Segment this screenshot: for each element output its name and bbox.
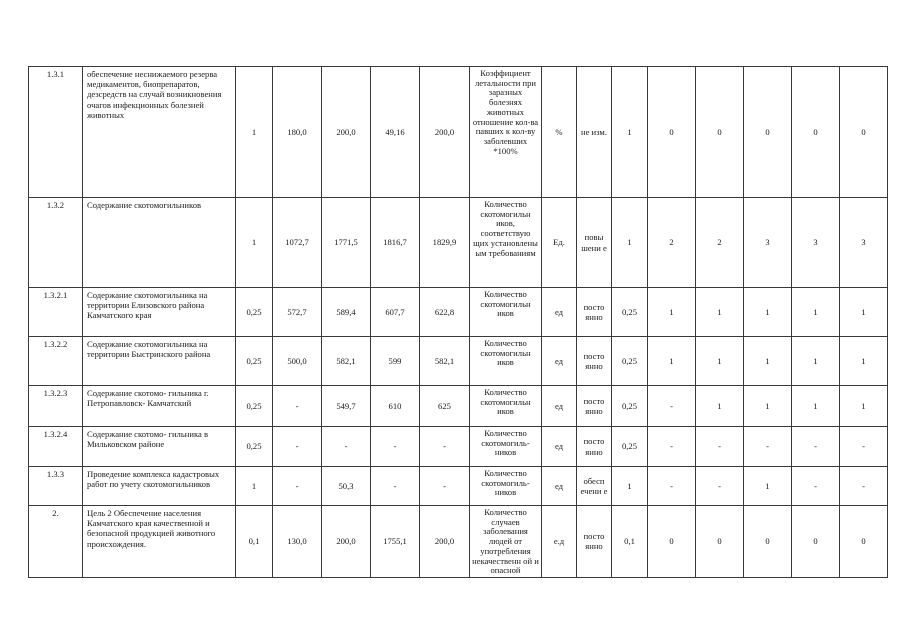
unit-cell: ед xyxy=(542,288,577,337)
value-cell-1: - xyxy=(273,386,322,427)
target-cell-2: 1 xyxy=(696,337,744,386)
row-number: 1.3.2.3 xyxy=(29,386,83,427)
table-row xyxy=(29,67,888,198)
weight-cell: 1 xyxy=(236,198,273,288)
row-number: 1.3.3 xyxy=(29,467,83,506)
row-number: 1.3.2.4 xyxy=(29,427,83,467)
value-cell-2: 589,4 xyxy=(322,288,371,337)
value-cell-1: 500,0 xyxy=(273,337,322,386)
value-cell-3: 599 xyxy=(371,337,420,386)
row-number: 1.3.2 xyxy=(29,198,83,288)
row-name: Содержание скотомо- гильника г. Петропавловск- Камчатский xyxy=(83,386,236,427)
indicator-cell: Количество случаев заболевания людей от употребления некачественн ой и опасной xyxy=(470,506,542,578)
row-number: 1.3.1 xyxy=(29,67,83,198)
row-number: 2. xyxy=(29,506,83,578)
base-value-cell: 0,25 xyxy=(612,386,648,427)
unit-cell: ед xyxy=(542,386,577,427)
target-cell-3: 1 xyxy=(744,337,792,386)
value-cell-3: 1755,1 xyxy=(371,506,420,578)
value-cell-3: 607,7 xyxy=(371,288,420,337)
value-cell-3: 1816,7 xyxy=(371,198,420,288)
value-cell-1: 572,7 xyxy=(273,288,322,337)
value-cell-3: - xyxy=(371,467,420,506)
value-cell-4: 622,8 xyxy=(420,288,470,337)
target-cell-3: 1 xyxy=(744,467,792,506)
direction-cell: посто янно xyxy=(577,288,612,337)
unit-cell: ед xyxy=(542,467,577,506)
row-name: обеспечение неснижаемого резерва медикаментов, биопрепаратов, дезсредств на случай возникновения очагов инфекционных болезней животных xyxy=(83,67,236,198)
target-cell-1: 0 xyxy=(648,506,696,578)
target-cell-5: 3 xyxy=(840,198,888,288)
table-row xyxy=(29,288,888,337)
program-indicators-table xyxy=(28,66,888,578)
value-cell-2: 200,0 xyxy=(322,506,371,578)
target-cell-1: 0 xyxy=(648,67,696,198)
target-cell-1: 1 xyxy=(648,337,696,386)
direction-cell: обесп ечени е xyxy=(577,467,612,506)
row-number: 1.3.2.1 xyxy=(29,288,83,337)
row-name: Цель 2 Обеспечение населения Камчатского края качественной и безопасной продукцией животного происхождения. xyxy=(83,506,236,578)
base-value-cell: 1 xyxy=(612,198,648,288)
base-value-cell: 0,1 xyxy=(612,506,648,578)
value-cell-4: 1829,9 xyxy=(420,198,470,288)
target-cell-4: 1 xyxy=(792,337,840,386)
target-cell-4: 1 xyxy=(792,386,840,427)
target-cell-2: 1 xyxy=(696,288,744,337)
indicator-cell: Количество скотомогиль- ников xyxy=(470,427,542,467)
target-cell-4: - xyxy=(792,427,840,467)
value-cell-1: 130,0 xyxy=(273,506,322,578)
target-cell-4: 1 xyxy=(792,288,840,337)
indicator-cell: Количество скотомогильн иков xyxy=(470,386,542,427)
row-name: Содержание скотомогильника на территории Елизовского района Камчатского края xyxy=(83,288,236,337)
target-cell-5: 1 xyxy=(840,386,888,427)
unit-cell: % xyxy=(542,67,577,198)
unit-cell: ед xyxy=(542,427,577,467)
target-cell-5: - xyxy=(840,467,888,506)
target-cell-1: - xyxy=(648,386,696,427)
target-cell-5: 0 xyxy=(840,67,888,198)
direction-cell: посто янно xyxy=(577,427,612,467)
value-cell-1: - xyxy=(273,467,322,506)
target-cell-5: - xyxy=(840,427,888,467)
base-value-cell: 0,25 xyxy=(612,288,648,337)
table-row xyxy=(29,506,888,578)
indicator-cell: Количество скотомогильн иков, соответствую щих установлены ым требованиям xyxy=(470,198,542,288)
table-row xyxy=(29,386,888,427)
target-cell-3: 0 xyxy=(744,506,792,578)
table-row xyxy=(29,467,888,506)
unit-cell: Ед. xyxy=(542,198,577,288)
value-cell-2: 582,1 xyxy=(322,337,371,386)
target-cell-2: 0 xyxy=(696,506,744,578)
direction-cell: повы шени е xyxy=(577,198,612,288)
base-value-cell: 1 xyxy=(612,467,648,506)
target-cell-2: - xyxy=(696,467,744,506)
target-cell-5: 1 xyxy=(840,288,888,337)
value-cell-4: 200,0 xyxy=(420,506,470,578)
value-cell-2: 200,0 xyxy=(322,67,371,198)
target-cell-4: - xyxy=(792,467,840,506)
value-cell-2: - xyxy=(322,427,371,467)
unit-cell: е.д xyxy=(542,506,577,578)
direction-cell: посто янно xyxy=(577,337,612,386)
table-row xyxy=(29,337,888,386)
target-cell-1: 1 xyxy=(648,288,696,337)
weight-cell: 1 xyxy=(236,467,273,506)
target-cell-1: - xyxy=(648,427,696,467)
target-cell-4: 0 xyxy=(792,67,840,198)
target-cell-4: 3 xyxy=(792,198,840,288)
value-cell-3: 49,16 xyxy=(371,67,420,198)
value-cell-4: 200,0 xyxy=(420,67,470,198)
weight-cell: 1 xyxy=(236,67,273,198)
target-cell-1: - xyxy=(648,467,696,506)
target-cell-2: 2 xyxy=(696,198,744,288)
target-cell-2: 1 xyxy=(696,386,744,427)
base-value-cell: 1 xyxy=(612,67,648,198)
value-cell-4: - xyxy=(420,467,470,506)
value-cell-1: 180,0 xyxy=(273,67,322,198)
indicator-cell: Количество скотомогиль- ников xyxy=(470,467,542,506)
weight-cell: 0,25 xyxy=(236,288,273,337)
indicator-cell: Количество скотомогильн иков xyxy=(470,288,542,337)
value-cell-4: 625 xyxy=(420,386,470,427)
target-cell-5: 1 xyxy=(840,337,888,386)
value-cell-2: 1771,5 xyxy=(322,198,371,288)
direction-cell: не изм. xyxy=(577,67,612,198)
indicator-cell: Коэффициент летальности при заразных болезнях животных отношение кол-ва павших к кол-ву заболевших *100% xyxy=(470,67,542,198)
indicator-cell: Количество скотомогильн иков xyxy=(470,337,542,386)
row-name: Содержание скотомогильников xyxy=(83,198,236,288)
weight-cell: 0,25 xyxy=(236,386,273,427)
table-row xyxy=(29,427,888,467)
target-cell-3: 1 xyxy=(744,386,792,427)
direction-cell: посто янно xyxy=(577,386,612,427)
row-name: Содержание скотомогильника на территории Быстринского района xyxy=(83,337,236,386)
target-cell-3: 3 xyxy=(744,198,792,288)
target-cell-5: 0 xyxy=(840,506,888,578)
target-cell-3: - xyxy=(744,427,792,467)
row-name: Проведение комплекса кадастровых работ по учету скотомогильников xyxy=(83,467,236,506)
target-cell-3: 0 xyxy=(744,67,792,198)
value-cell-2: 549,7 xyxy=(322,386,371,427)
value-cell-4: 582,1 xyxy=(420,337,470,386)
table-row xyxy=(29,198,888,288)
row-name: Содержание скотомо- гильника в Мильковском районе xyxy=(83,427,236,467)
weight-cell: 0,25 xyxy=(236,427,273,467)
base-value-cell: 0,25 xyxy=(612,337,648,386)
weight-cell: 0,25 xyxy=(236,337,273,386)
base-value-cell: 0,25 xyxy=(612,427,648,467)
value-cell-1: 1072,7 xyxy=(273,198,322,288)
target-cell-2: - xyxy=(696,427,744,467)
target-cell-4: 0 xyxy=(792,506,840,578)
value-cell-3: - xyxy=(371,427,420,467)
row-number: 1.3.2.2 xyxy=(29,337,83,386)
unit-cell: ед xyxy=(542,337,577,386)
direction-cell: посто янно xyxy=(577,506,612,578)
target-cell-2: 0 xyxy=(696,67,744,198)
value-cell-4: - xyxy=(420,427,470,467)
value-cell-1: - xyxy=(273,427,322,467)
value-cell-2: 50,3 xyxy=(322,467,371,506)
weight-cell: 0,1 xyxy=(236,506,273,578)
target-cell-3: 1 xyxy=(744,288,792,337)
value-cell-3: 610 xyxy=(371,386,420,427)
target-cell-1: 2 xyxy=(648,198,696,288)
